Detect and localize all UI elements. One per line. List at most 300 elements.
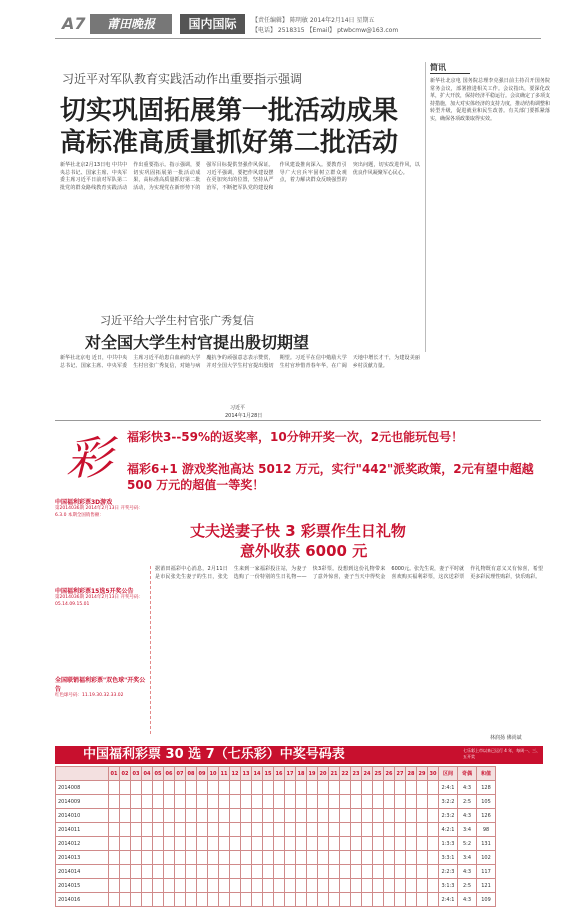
table-cell bbox=[373, 851, 384, 865]
divider bbox=[55, 38, 541, 39]
table-cell bbox=[296, 879, 307, 893]
table-cell bbox=[109, 879, 120, 893]
table-header-number: 10 bbox=[208, 767, 219, 781]
table-header-number: 29 bbox=[417, 767, 428, 781]
table-cell bbox=[142, 809, 153, 823]
table-cell bbox=[307, 795, 318, 809]
table-cell bbox=[252, 893, 263, 907]
table-row bbox=[56, 795, 496, 809]
table-header-number: 02 bbox=[120, 767, 131, 781]
table-cell bbox=[384, 837, 395, 851]
table-cell bbox=[175, 781, 186, 795]
table-cell bbox=[274, 837, 285, 851]
table-cell bbox=[208, 795, 219, 809]
table-cell bbox=[395, 893, 406, 907]
table-cell bbox=[428, 795, 439, 809]
table-cell bbox=[175, 865, 186, 879]
page-number: A7 bbox=[62, 14, 86, 33]
table-cell bbox=[186, 795, 197, 809]
info-line: 【责任编辑】 陈明敏 2014年2月14日 星期五 bbox=[252, 17, 375, 24]
table-cell bbox=[230, 865, 241, 879]
table-stat-cell: 2:2:3 bbox=[439, 865, 458, 879]
table-cell bbox=[351, 837, 362, 851]
table-cell bbox=[230, 781, 241, 795]
table-header-number: 11 bbox=[219, 767, 230, 781]
table-side-info: 七乐彩上市以来已运行 4 年，每周一、三、五开奖 bbox=[463, 748, 541, 759]
table-stat-cell: 2:4:1 bbox=[439, 893, 458, 907]
table-stat-cell: 3:3:1 bbox=[439, 851, 458, 865]
table-stat-cell: 105 bbox=[477, 795, 496, 809]
brief-body: 新华社北京电 国务院总理李克强日前主持召开国务院常务会议，部署推进相关工作。会议指出，要深化改革，扩大开放，保持经济平稳运行。会议确定了多项支持措施，加大对实体经济的支持力度，推动结构调整和转型升级，促进就业和民生改善。有关部门要抓紧落实，确保各项政策取得实效。 bbox=[430, 78, 551, 122]
table-cell bbox=[329, 823, 340, 837]
table-header-number: 07 bbox=[175, 767, 186, 781]
table-cell bbox=[274, 851, 285, 865]
table-cell bbox=[428, 809, 439, 823]
table-cell bbox=[252, 865, 263, 879]
second-headline: 对全国大学生村官提出殷切期望 bbox=[85, 333, 310, 352]
table-cell bbox=[329, 837, 340, 851]
table-cell bbox=[318, 837, 329, 851]
table-cell bbox=[329, 809, 340, 823]
table-cell bbox=[120, 879, 131, 893]
table-cell bbox=[131, 851, 142, 865]
table-cell bbox=[329, 851, 340, 865]
table-period-cell: 2014016 bbox=[56, 893, 109, 907]
table-header-stat: 奇偶 bbox=[458, 767, 477, 781]
section-title: 国内国际 bbox=[180, 14, 245, 34]
table-cell bbox=[153, 823, 164, 837]
table-cell bbox=[230, 893, 241, 907]
table-cell bbox=[186, 865, 197, 879]
table-cell bbox=[186, 893, 197, 907]
table-cell bbox=[417, 837, 428, 851]
table-cell bbox=[362, 795, 373, 809]
table-period-cell: 2014013 bbox=[56, 851, 109, 865]
number-grid bbox=[55, 766, 496, 907]
table-cell bbox=[406, 781, 417, 795]
table-stat-cell: 3:4 bbox=[458, 823, 477, 837]
table-cell bbox=[186, 823, 197, 837]
table-stat-cell: 3:2:2 bbox=[439, 795, 458, 809]
table-header-number: 12 bbox=[230, 767, 241, 781]
table-cell bbox=[351, 795, 362, 809]
table-cell bbox=[362, 837, 373, 851]
table-stat-cell: 4:3 bbox=[458, 865, 477, 879]
table-cell bbox=[109, 781, 120, 795]
table-cell bbox=[131, 893, 142, 907]
table-cell bbox=[307, 823, 318, 837]
table-cell bbox=[384, 781, 395, 795]
table-stat-cell: 4:3 bbox=[458, 893, 477, 907]
table-header-number: 27 bbox=[395, 767, 406, 781]
table-header-number: 08 bbox=[186, 767, 197, 781]
table-cell bbox=[208, 879, 219, 893]
table-cell bbox=[274, 823, 285, 837]
table-cell bbox=[120, 851, 131, 865]
table-cell bbox=[164, 879, 175, 893]
table-header-number: 15 bbox=[263, 767, 274, 781]
table-cell bbox=[153, 795, 164, 809]
table-cell bbox=[219, 865, 230, 879]
table-cell bbox=[395, 851, 406, 865]
table-stat-cell: 1:3:3 bbox=[439, 837, 458, 851]
table-cell bbox=[362, 823, 373, 837]
table-cell bbox=[263, 795, 274, 809]
table-cell bbox=[329, 865, 340, 879]
table-cell bbox=[208, 893, 219, 907]
table-cell bbox=[175, 823, 186, 837]
table-cell bbox=[241, 809, 252, 823]
table-cell bbox=[373, 879, 384, 893]
table-cell bbox=[175, 837, 186, 851]
table-cell bbox=[285, 865, 296, 879]
table-stat-cell: 3:1:3 bbox=[439, 879, 458, 893]
table-cell bbox=[164, 893, 175, 907]
table-cell bbox=[395, 823, 406, 837]
banner-line: 福彩快3--59%的返奖率，10分钟开奖一次，2元也能玩包号！ bbox=[127, 430, 464, 444]
table-cell bbox=[219, 851, 230, 865]
table-cell bbox=[296, 823, 307, 837]
table-stat-cell: 3:4 bbox=[458, 851, 477, 865]
table-cell bbox=[263, 837, 274, 851]
table-cell bbox=[131, 781, 142, 795]
table-stat-cell: 4:3 bbox=[458, 809, 477, 823]
table-cell bbox=[395, 781, 406, 795]
table-cell bbox=[186, 837, 197, 851]
table-period-cell: 2014009 bbox=[56, 795, 109, 809]
table-cell bbox=[186, 809, 197, 823]
table-header-number: 09 bbox=[197, 767, 208, 781]
table-cell bbox=[142, 823, 153, 837]
table-cell bbox=[175, 879, 186, 893]
table-cell bbox=[417, 823, 428, 837]
table-cell bbox=[373, 795, 384, 809]
table-cell bbox=[197, 795, 208, 809]
table-cell bbox=[219, 837, 230, 851]
table-stat-cell: 121 bbox=[477, 879, 496, 893]
table-stat-cell: 2:5 bbox=[458, 879, 477, 893]
table-cell bbox=[197, 851, 208, 865]
table-cell bbox=[362, 893, 373, 907]
table-cell bbox=[307, 837, 318, 851]
table-row bbox=[56, 865, 496, 879]
table-cell bbox=[153, 851, 164, 865]
table-cell bbox=[120, 865, 131, 879]
table-cell bbox=[241, 879, 252, 893]
table-header-number: 25 bbox=[373, 767, 384, 781]
table-cell bbox=[351, 865, 362, 879]
table-cell bbox=[241, 781, 252, 795]
table-cell bbox=[428, 823, 439, 837]
table-cell bbox=[318, 795, 329, 809]
table-cell bbox=[230, 879, 241, 893]
letter-date: 2014年1月28日 bbox=[225, 413, 263, 419]
table-cell bbox=[428, 865, 439, 879]
table-cell bbox=[395, 879, 406, 893]
table-header-number: 06 bbox=[164, 767, 175, 781]
table-cell bbox=[307, 809, 318, 823]
table-cell bbox=[131, 865, 142, 879]
sidebar-heading: 中国福利彩票3D游戏 bbox=[55, 499, 113, 506]
table-cell bbox=[406, 823, 417, 837]
table-cell bbox=[373, 781, 384, 795]
lottery-logo-icon: 彩 bbox=[66, 431, 112, 485]
logo: 莆田晚报 bbox=[90, 14, 172, 34]
table-cell bbox=[340, 879, 351, 893]
table-header-number: 13 bbox=[241, 767, 252, 781]
table-cell bbox=[406, 893, 417, 907]
table-header-number: 26 bbox=[384, 767, 395, 781]
table-cell bbox=[219, 823, 230, 837]
table-cell bbox=[285, 795, 296, 809]
table-cell bbox=[208, 865, 219, 879]
table-cell bbox=[186, 879, 197, 893]
table-header-number: 01 bbox=[109, 767, 120, 781]
table-cell bbox=[428, 851, 439, 865]
table-stat-cell: 102 bbox=[477, 851, 496, 865]
table-cell bbox=[395, 865, 406, 879]
table-header-number: 23 bbox=[351, 767, 362, 781]
table-header-number: 22 bbox=[340, 767, 351, 781]
table-cell bbox=[164, 823, 175, 837]
table-cell bbox=[153, 879, 164, 893]
table-cell bbox=[274, 781, 285, 795]
table-cell bbox=[164, 795, 175, 809]
table-cell bbox=[274, 893, 285, 907]
table-cell bbox=[362, 781, 373, 795]
table-cell bbox=[274, 879, 285, 893]
table-cell bbox=[428, 781, 439, 795]
table-row bbox=[56, 837, 496, 851]
info-line: 【电话】 2518315 【Email】 ptwbcmw@163.com bbox=[252, 27, 399, 34]
table-cell bbox=[307, 781, 318, 795]
table-cell bbox=[230, 823, 241, 837]
table-cell bbox=[197, 865, 208, 879]
table-cell bbox=[175, 795, 186, 809]
table-cell bbox=[219, 781, 230, 795]
table-cell bbox=[219, 795, 230, 809]
table-cell bbox=[263, 893, 274, 907]
table-cell bbox=[406, 851, 417, 865]
table-cell bbox=[362, 809, 373, 823]
table-cell bbox=[373, 809, 384, 823]
table-cell bbox=[274, 809, 285, 823]
table-stat-cell: 109 bbox=[477, 893, 496, 907]
table-cell bbox=[175, 809, 186, 823]
table-cell bbox=[285, 823, 296, 837]
table-cell bbox=[263, 865, 274, 879]
table-stat-cell: 126 bbox=[477, 809, 496, 823]
table-cell bbox=[219, 809, 230, 823]
table-header-number: 14 bbox=[252, 767, 263, 781]
table-cell bbox=[241, 893, 252, 907]
table-cell bbox=[318, 781, 329, 795]
sidebar-heading: 中国福利彩票15选5开奖公告 bbox=[55, 588, 134, 595]
second-kicker: 习近平给大学生村官张广秀复信 bbox=[100, 314, 254, 327]
lottery-table bbox=[55, 766, 543, 903]
table-cell bbox=[428, 837, 439, 851]
table-cell bbox=[263, 823, 274, 837]
story-body: 据莆田福彩中心消息，2月11日是市民张先生妻子的生日，张先生来到一家福彩投注站，为妻子选购了一份特别的生日礼物——快3彩票。没想到这份礼物带来了意外惊喜，妻子当天中得奖金6000元。张先生说，妻子平时就喜欢购买福利彩票，这次送彩票作礼物既有意义又有惊喜，希望更多彩民理性购彩，快乐购彩。 bbox=[150, 566, 543, 734]
table-cell bbox=[417, 851, 428, 865]
lead-headline: 高标准高质量抓好第二批活动 bbox=[60, 128, 399, 158]
table-cell bbox=[230, 851, 241, 865]
table-cell bbox=[329, 781, 340, 795]
lottery-sidebar bbox=[55, 497, 147, 762]
table-cell bbox=[285, 893, 296, 907]
table-row bbox=[56, 893, 496, 907]
table-cell bbox=[362, 851, 373, 865]
table-cell bbox=[340, 865, 351, 879]
table-cell bbox=[186, 851, 197, 865]
table-cell bbox=[395, 809, 406, 823]
table-cell bbox=[153, 865, 164, 879]
table-cell bbox=[307, 865, 318, 879]
table-cell bbox=[296, 837, 307, 851]
table-stat-cell: 5:2 bbox=[458, 837, 477, 851]
table-period-cell: 2014012 bbox=[56, 837, 109, 851]
table-cell bbox=[197, 879, 208, 893]
masthead bbox=[0, 0, 570, 52]
lead-body: 新华社北京2月13日电 中共中央总书记、国家主席、中央军委主席习近平日前对军队第二批党的群众路线教育实践活动作出重要指示。指示强调，要切实巩固拓展第一批活动成果，高标准高质量抓好第二批活动，为实现党在新形势下的强军目标提供坚强作风保证。习近平强调，要把作风建设摆在更加突出的位置，坚持从严治军，不断把军队党的建设和作风建设推向深入。要教育引导广大官兵牢固树立群众观点，着力解决群众反映强烈的突出问题，切实改进作风，以优良作风凝聚军心民心。 bbox=[60, 162, 420, 191]
table-cell bbox=[285, 837, 296, 851]
table-header-number: 28 bbox=[406, 767, 417, 781]
table-stat-cell: 4:2:1 bbox=[439, 823, 458, 837]
table-cell bbox=[384, 795, 395, 809]
table-cell bbox=[362, 865, 373, 879]
table-cell bbox=[340, 893, 351, 907]
table-cell bbox=[384, 879, 395, 893]
table-title: 中国福利彩票 30 选 7（七乐彩）中奖号码表 bbox=[83, 747, 345, 762]
story-headline: 意外收获 6000 元 bbox=[240, 542, 368, 560]
table-cell bbox=[142, 837, 153, 851]
table-cell bbox=[285, 851, 296, 865]
table-cell bbox=[362, 879, 373, 893]
table-cell bbox=[285, 879, 296, 893]
table-cell bbox=[285, 809, 296, 823]
table-cell bbox=[428, 879, 439, 893]
sidebar-heading: 全国联销福利彩票"双色球"开奖公告 bbox=[55, 677, 146, 693]
table-cell bbox=[318, 893, 329, 907]
table-cell bbox=[131, 837, 142, 851]
table-header-number: 17 bbox=[285, 767, 296, 781]
story-byline: 林润扬 佛尚斌 bbox=[490, 735, 522, 741]
table-cell bbox=[417, 893, 428, 907]
table-cell bbox=[395, 837, 406, 851]
table-cell bbox=[384, 893, 395, 907]
table-cell bbox=[131, 809, 142, 823]
table-cell bbox=[351, 893, 362, 907]
table-cell bbox=[252, 837, 263, 851]
table-cell bbox=[340, 809, 351, 823]
table-cell bbox=[307, 893, 318, 907]
table-cell bbox=[109, 795, 120, 809]
table-cell bbox=[318, 865, 329, 879]
table-cell bbox=[109, 851, 120, 865]
table-header-stat: 区间 bbox=[439, 767, 458, 781]
table-cell bbox=[131, 795, 142, 809]
table-cell bbox=[241, 851, 252, 865]
table-cell bbox=[263, 851, 274, 865]
table-cell bbox=[120, 893, 131, 907]
table-cell bbox=[417, 809, 428, 823]
table-cell bbox=[329, 879, 340, 893]
table-cell bbox=[417, 781, 428, 795]
table-cell bbox=[197, 809, 208, 823]
table-cell bbox=[252, 795, 263, 809]
table-cell bbox=[230, 837, 241, 851]
table-cell bbox=[252, 851, 263, 865]
sidebar-text: 第2014036期 2014年2月13日 开奖号码：6.3.0 本期全国销售额： bbox=[55, 506, 143, 518]
table-cell bbox=[373, 837, 384, 851]
table-header-number: 30 bbox=[428, 767, 439, 781]
sidebar-text: 红色球号码：11.19.30.32.33.02 bbox=[55, 693, 124, 698]
table-cell bbox=[351, 781, 362, 795]
table-cell bbox=[318, 823, 329, 837]
table-cell bbox=[230, 809, 241, 823]
table-cell bbox=[340, 837, 351, 851]
table-cell bbox=[197, 837, 208, 851]
table-header-period bbox=[56, 767, 109, 781]
table-period-cell: 2014015 bbox=[56, 879, 109, 893]
table-cell bbox=[120, 795, 131, 809]
table-cell bbox=[109, 893, 120, 907]
table-cell bbox=[120, 781, 131, 795]
table-stat-cell: 2:5 bbox=[458, 795, 477, 809]
table-cell bbox=[307, 851, 318, 865]
table-cell bbox=[263, 781, 274, 795]
table-cell bbox=[186, 781, 197, 795]
table-cell bbox=[318, 851, 329, 865]
table-cell bbox=[395, 795, 406, 809]
table-cell bbox=[208, 851, 219, 865]
table-cell bbox=[164, 837, 175, 851]
table-cell bbox=[406, 879, 417, 893]
table-cell bbox=[109, 865, 120, 879]
table-stat-cell: 131 bbox=[477, 837, 496, 851]
table-period-cell: 2014014 bbox=[56, 865, 109, 879]
table-cell bbox=[384, 851, 395, 865]
table-cell bbox=[406, 795, 417, 809]
table-cell bbox=[164, 865, 175, 879]
table-cell bbox=[296, 865, 307, 879]
table-header-stat: 和值 bbox=[477, 767, 496, 781]
table-cell bbox=[208, 823, 219, 837]
table-period-cell: 2014011 bbox=[56, 823, 109, 837]
table-cell bbox=[120, 823, 131, 837]
table-cell bbox=[197, 823, 208, 837]
table-cell bbox=[417, 879, 428, 893]
table-cell bbox=[120, 809, 131, 823]
table-cell bbox=[318, 809, 329, 823]
table-cell bbox=[153, 809, 164, 823]
table-cell bbox=[384, 865, 395, 879]
table-cell bbox=[197, 781, 208, 795]
table-row bbox=[56, 823, 496, 837]
table-cell bbox=[373, 823, 384, 837]
table-header-number: 20 bbox=[318, 767, 329, 781]
table-cell bbox=[263, 879, 274, 893]
table-cell bbox=[153, 893, 164, 907]
table-cell bbox=[241, 823, 252, 837]
table-cell bbox=[329, 893, 340, 907]
table-cell bbox=[252, 809, 263, 823]
table-cell bbox=[197, 893, 208, 907]
table-stat-cell: 98 bbox=[477, 823, 496, 837]
table-header-number: 03 bbox=[131, 767, 142, 781]
table-cell bbox=[131, 823, 142, 837]
table-cell bbox=[274, 865, 285, 879]
